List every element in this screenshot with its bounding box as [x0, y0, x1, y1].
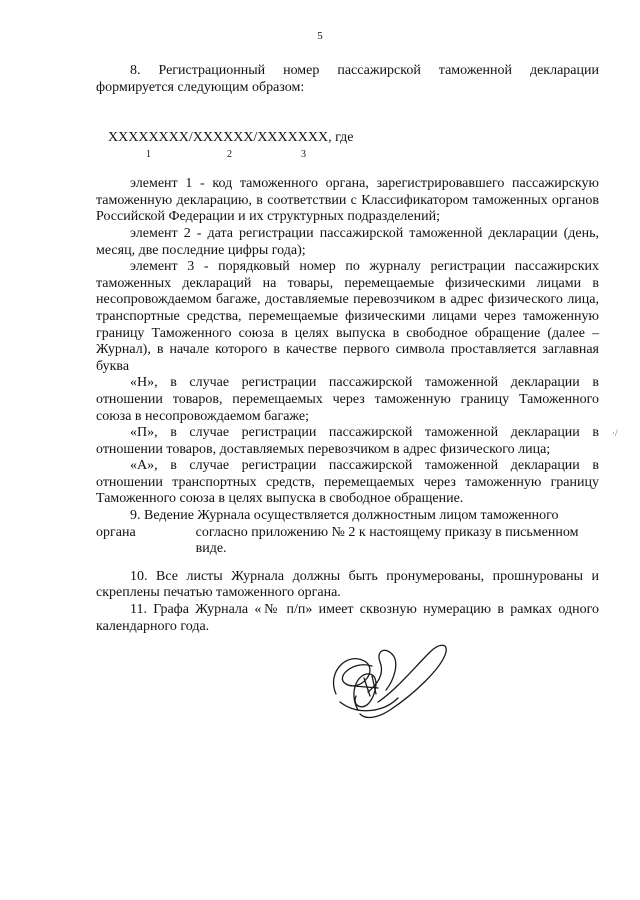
paragraph-item-11: 11. Графа Журнала «№ п/п» имеет сквозную нумерацию в рамках одного календарного года.	[96, 602, 599, 634]
paragraph-item-8: 8. Регистрационный номер пассажирской таможенной декларации формируется следующим образом:	[96, 63, 599, 95]
spacer	[96, 558, 599, 569]
paragraph-item-10: 10. Все листы Журнала должны быть пронумерованы, прошнурованы и скреплены печатью таможенного органа.	[96, 568, 599, 601]
document-body	[96, 63, 599, 635]
pattern-index-1: 1	[146, 149, 151, 161]
pattern-text: XXXXXXXX/XXXXXX/XXXXXXX, где	[108, 130, 354, 146]
paragraph-letter-p: «П», в случае регистрации пассажирской таможенной декларации в отношении товаров, доставляемых перевозчиком в адрес физического лица;	[96, 425, 599, 457]
registration-number-pattern	[96, 130, 599, 170]
paragraph-element-1: элемент 1 - код таможенного органа, зарегистрировавшего пассажирскую таможенную декларацию, в соответствии с Классификатором таможенных органов Российской Федерации и их структурных подразделений;	[96, 176, 599, 225]
paragraph-letter-a: «А», в случае регистрации пассажирской таможенной декларации в отношении транспортных средств, перемещаемых через таможенную границу Таможенного союза в целях выпуска в свободное обращение.	[96, 458, 599, 507]
paragraph-item-9-line-1: 9. Ведение Журнала осуществляется должностным лицом таможенного	[130, 508, 559, 524]
pattern-index-2: 2	[227, 149, 232, 161]
margin-mark: ·/	[612, 428, 618, 438]
page-number: 5	[317, 30, 323, 42]
item-9-organ-word: органа	[96, 524, 136, 540]
handwritten-signature	[318, 632, 468, 732]
paragraph-element-2: элемент 2 - дата регистрации пассажирской таможенной декларации (день, месяц, две последние цифры года);	[96, 225, 599, 258]
pattern-index-3: 3	[301, 149, 306, 161]
item-9-continuation: согласно приложению № 2 к настоящему приказу в письменном виде.	[195, 524, 579, 557]
paragraph-element-3: элемент 3 - порядковый номер по журналу регистрации пассажирских таможенных деклараций на товары, перемещаемые физическими лицами в несопровождаемом багаже, доставляемые перевозчиком в адрес физического лица, транспортные средства, перемещаемые физическими лицами через таможенную границу Таможенного союза в целях выпуска в свободное обращение (далее – Журнал), в начале которого в качестве первого символа проставляется заглавная буква	[96, 259, 599, 374]
paragraph-letter-n: «Н», в случае регистрации пассажирской таможенной декларации в отношении товаров, перемещаемых через таможенную границу Таможенного союза в несопровождаемом багаже;	[96, 375, 599, 424]
paragraph-item-9-line-2	[96, 525, 599, 558]
